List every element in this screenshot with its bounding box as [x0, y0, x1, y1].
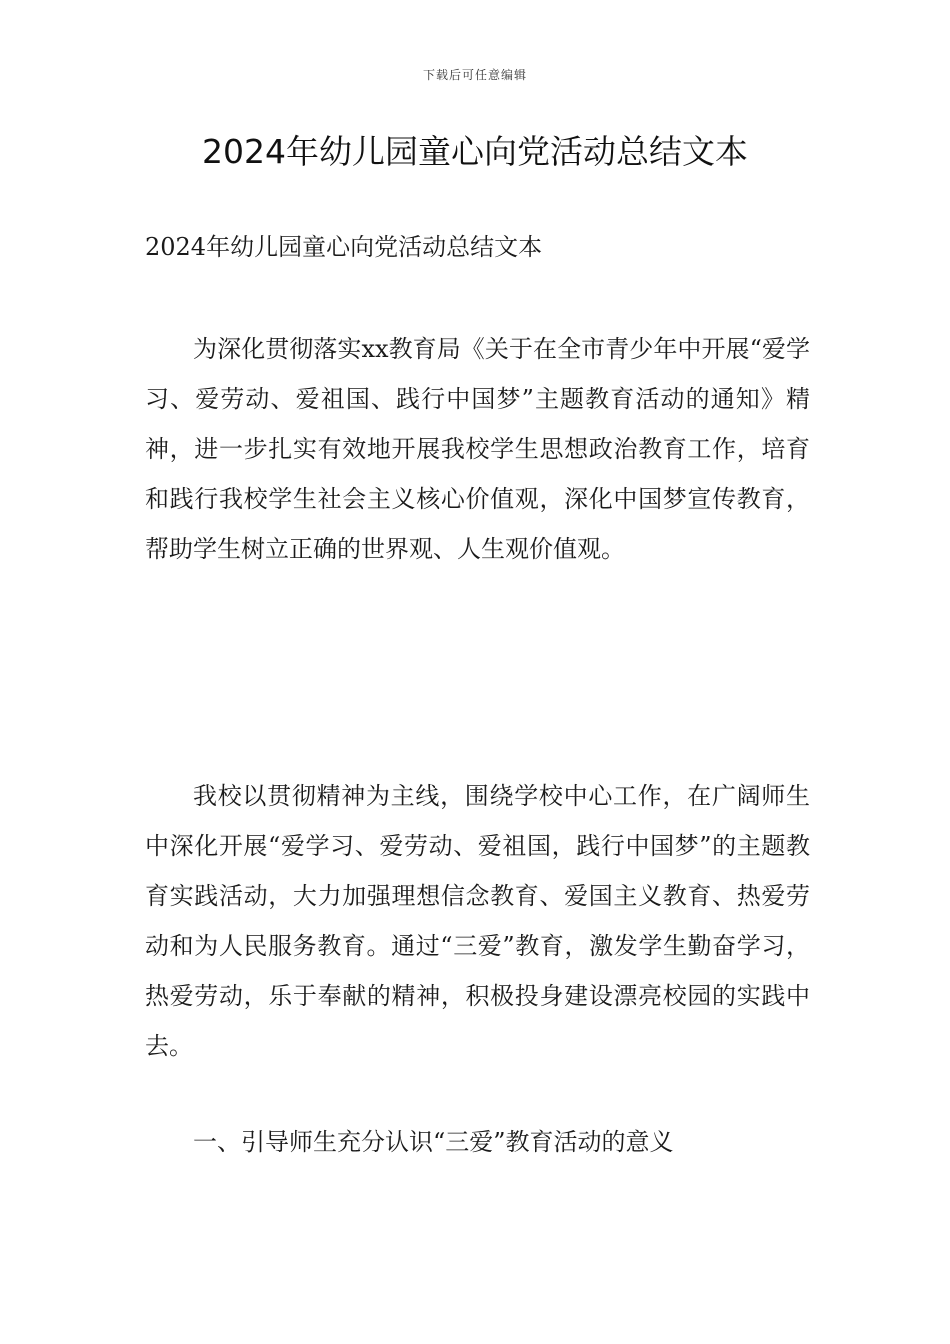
document-subtitle: 2024年幼儿园童心向党活动总结文本 [145, 233, 543, 261]
document-title: 2024年幼儿园童心向党活动总结文本 [202, 132, 748, 171]
paragraph-main-line: 我校以贯彻精神为主线，围绕学校中心工作，在广阔师生中深化开展“爱学习、爱劳动、爱祖国，践行中国梦”的主题教育实践活动，大力加强理想信念教育、爱国主义教育、热爱劳动和为人民服务教育。通过“三爱”教育，激发学生勤奋学习，热爱劳动，乐于奉献的精神，积极投身建设漂亮校园的实践中去。 [145, 782, 810, 1060]
section-heading: 一、引导师生充分认识“三爱”教育活动的意义 [193, 1128, 674, 1156]
header-note: 下载后可任意编辑 [422, 68, 527, 82]
paragraph-intro: 为深化贯彻落实xx教育局《关于在全市青少年中开展“爱学习、爱劳动、爱祖国、践行中国梦”主题教育活动的通知》精神，进一步扎实有效地开展我校学生思想政治教育工作，培育和践行我校学生社会主义核心价值观，深化中国梦宣传教育，帮助学生树立正确的世界观、人生观价值观。 [145, 335, 810, 563]
